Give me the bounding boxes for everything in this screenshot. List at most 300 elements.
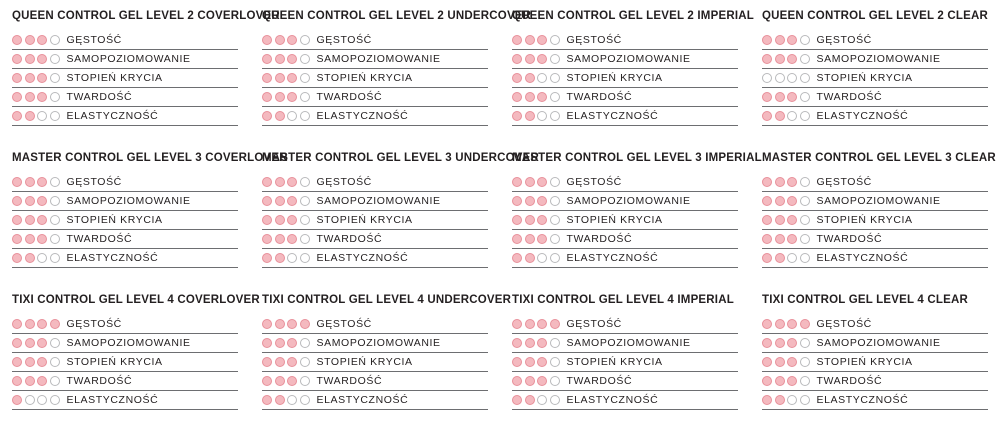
product-card — [0, 284, 260, 426]
rating-dots — [512, 92, 560, 102]
rating-dot-filled — [287, 319, 297, 329]
metric-row — [762, 31, 988, 50]
rating-dot-empty — [300, 111, 310, 121]
metric-list — [762, 315, 988, 410]
rating-dot-empty — [800, 196, 810, 206]
rating-dot-filled — [300, 319, 310, 329]
rating-dot-filled — [787, 338, 797, 348]
rating-dot-empty — [787, 395, 797, 405]
metric-row — [12, 249, 238, 268]
rating-dot-empty — [300, 338, 310, 348]
metric-row — [762, 192, 988, 211]
rating-dots — [12, 177, 60, 187]
product-card — [750, 284, 1000, 426]
rating-dot-filled — [262, 319, 272, 329]
rating-dots — [262, 215, 310, 225]
rating-dot-filled — [25, 338, 35, 348]
product-title: MASTER CONTROL GEL LEVEL 3 COVERLOVER — [12, 152, 288, 164]
rating-dot-filled — [775, 234, 785, 244]
metric-row — [512, 88, 738, 107]
rating-dot-filled — [275, 376, 285, 386]
rating-dots — [12, 35, 60, 45]
rating-dot-filled — [537, 35, 547, 45]
rating-dot-filled — [762, 92, 772, 102]
rating-dots — [512, 357, 560, 367]
rating-dots — [512, 35, 560, 45]
rating-dot-filled — [37, 234, 47, 244]
rating-dot-empty — [50, 253, 60, 263]
metric-label: GĘSTOŚĆ — [816, 318, 872, 330]
rating-dot-filled — [512, 395, 522, 405]
metric-row — [512, 230, 738, 249]
product-card — [500, 0, 754, 142]
rating-dot-filled — [775, 376, 785, 386]
rating-dot-empty — [300, 215, 310, 225]
rating-dot-empty — [800, 215, 810, 225]
rating-dot-filled — [775, 196, 785, 206]
rating-dot-filled — [37, 73, 47, 83]
rating-dot-filled — [25, 54, 35, 64]
rating-dot-empty — [800, 234, 810, 244]
metric-label: GĘSTOŚĆ — [316, 318, 372, 330]
rating-dot-filled — [12, 395, 22, 405]
metric-row — [12, 391, 238, 410]
rating-dots — [762, 73, 810, 83]
product-title: QUEEN CONTROL GEL LEVEL 2 COVERLOVER — [12, 10, 280, 22]
metric-row — [262, 315, 488, 334]
product-card — [250, 142, 540, 284]
rating-dot-filled — [12, 253, 22, 263]
rating-dots — [12, 376, 60, 386]
rating-dots — [262, 35, 310, 45]
product-card — [500, 284, 750, 426]
rating-dot-filled — [525, 338, 535, 348]
metric-label: STOPIEŃ KRYCIA — [816, 356, 913, 368]
rating-dot-filled — [262, 234, 272, 244]
rating-dot-filled — [537, 54, 547, 64]
rating-dot-empty — [50, 215, 60, 225]
rating-dot-filled — [512, 215, 522, 225]
rating-dot-filled — [37, 357, 47, 367]
rating-dots — [762, 177, 810, 187]
metric-row — [262, 391, 488, 410]
rating-dot-filled — [275, 357, 285, 367]
rating-dot-empty — [300, 196, 310, 206]
metric-label: ELASTYCZNOŚĆ — [566, 110, 659, 122]
rating-dot-filled — [262, 395, 272, 405]
metric-label: SAMOPOZIOMOWANIE — [316, 53, 441, 65]
rating-dot-filled — [262, 92, 272, 102]
rating-dot-filled — [12, 338, 22, 348]
metric-row — [262, 249, 488, 268]
rating-dot-filled — [262, 73, 272, 83]
rating-dots — [262, 92, 310, 102]
rating-dots — [12, 357, 60, 367]
metric-label: TWARDOŚĆ — [816, 91, 883, 103]
rating-dot-filled — [512, 92, 522, 102]
rating-dots — [762, 54, 810, 64]
rating-dots — [262, 376, 310, 386]
metric-label: STOPIEŃ KRYCIA — [566, 72, 663, 84]
rating-dot-empty — [550, 196, 560, 206]
rating-dot-filled — [787, 215, 797, 225]
rating-dot-filled — [12, 73, 22, 83]
metric-label: TWARDOŚĆ — [66, 375, 133, 387]
metric-label: STOPIEŃ KRYCIA — [816, 214, 913, 226]
metric-label: GĘSTOŚĆ — [316, 176, 372, 188]
rating-dot-filled — [275, 319, 285, 329]
rating-dot-empty — [550, 338, 560, 348]
metric-label: SAMOPOZIOMOWANIE — [66, 195, 191, 207]
rating-dot-filled — [787, 54, 797, 64]
rating-dot-filled — [537, 338, 547, 348]
rating-dot-filled — [775, 35, 785, 45]
metric-row — [262, 211, 488, 230]
rating-dot-filled — [775, 395, 785, 405]
rating-dot-empty — [787, 253, 797, 263]
metric-label: GĘSTOŚĆ — [66, 176, 122, 188]
rating-dots — [512, 395, 560, 405]
rating-dot-empty — [50, 54, 60, 64]
rating-dot-filled — [775, 338, 785, 348]
rating-dots — [262, 357, 310, 367]
rating-dot-empty — [300, 376, 310, 386]
product-title: TIXI CONTROL GEL LEVEL 4 COVERLOVER — [12, 294, 260, 306]
rating-dot-filled — [25, 111, 35, 121]
product-title: TIXI CONTROL GEL LEVEL 4 UNDERCOVER — [262, 294, 512, 306]
rating-dot-filled — [537, 177, 547, 187]
metric-row — [512, 391, 738, 410]
rating-dot-filled — [275, 111, 285, 121]
metric-label: STOPIEŃ KRYCIA — [566, 214, 663, 226]
product-card — [0, 0, 280, 142]
rating-dot-filled — [787, 177, 797, 187]
rating-dots — [512, 73, 560, 83]
metric-row — [512, 192, 738, 211]
rating-dots — [762, 234, 810, 244]
rating-dots — [12, 215, 60, 225]
rating-dot-empty — [287, 111, 297, 121]
rating-dot-filled — [25, 253, 35, 263]
rating-dot-filled — [25, 196, 35, 206]
rating-dot-filled — [762, 319, 772, 329]
rating-dot-filled — [762, 177, 772, 187]
metric-row — [262, 50, 488, 69]
rating-dot-empty — [50, 177, 60, 187]
rating-dots — [512, 319, 560, 329]
rating-dot-filled — [262, 357, 272, 367]
rating-dot-filled — [775, 319, 785, 329]
rating-dots — [762, 319, 810, 329]
rating-dot-filled — [37, 338, 47, 348]
metric-label: ELASTYCZNOŚĆ — [566, 252, 659, 264]
rating-dot-empty — [550, 73, 560, 83]
rating-dot-empty — [800, 253, 810, 263]
metric-row — [762, 249, 988, 268]
metric-label: STOPIEŃ KRYCIA — [316, 356, 413, 368]
rating-dot-filled — [25, 92, 35, 102]
product-title: QUEEN CONTROL GEL LEVEL 2 CLEAR — [762, 10, 989, 22]
rating-dots — [762, 111, 810, 121]
rating-dot-filled — [525, 376, 535, 386]
rating-dot-filled — [50, 319, 60, 329]
rating-dot-filled — [287, 234, 297, 244]
rating-dot-filled — [762, 253, 772, 263]
rating-dots — [12, 338, 60, 348]
metric-label: TWARDOŚĆ — [316, 91, 383, 103]
rating-dots — [12, 92, 60, 102]
metric-label: SAMOPOZIOMOWANIE — [566, 195, 691, 207]
metric-label: TWARDOŚĆ — [566, 91, 633, 103]
rating-dot-filled — [537, 196, 547, 206]
rating-dot-filled — [762, 35, 772, 45]
rating-dot-filled — [262, 196, 272, 206]
rating-dot-empty — [537, 253, 547, 263]
metric-label: TWARDOŚĆ — [816, 233, 883, 245]
rating-dot-filled — [12, 196, 22, 206]
product-card — [0, 142, 288, 284]
metric-list — [762, 173, 988, 268]
rating-dot-filled — [762, 196, 772, 206]
metric-label: TWARDOŚĆ — [566, 233, 633, 245]
metric-row — [262, 230, 488, 249]
rating-dot-empty — [550, 35, 560, 45]
rating-dots — [262, 253, 310, 263]
rating-dot-filled — [12, 234, 22, 244]
rating-dot-filled — [787, 92, 797, 102]
metric-list — [512, 315, 738, 410]
rating-dot-empty — [37, 395, 47, 405]
metric-row — [512, 353, 738, 372]
rating-dot-filled — [262, 54, 272, 64]
rating-dot-filled — [775, 253, 785, 263]
metric-row — [762, 372, 988, 391]
metric-label: TWARDOŚĆ — [66, 91, 133, 103]
rating-dot-filled — [762, 234, 772, 244]
metric-label: TWARDOŚĆ — [66, 233, 133, 245]
metric-row — [762, 69, 988, 88]
rating-dot-empty — [800, 177, 810, 187]
rating-dots — [12, 111, 60, 121]
rating-dot-empty — [50, 395, 60, 405]
rating-dots — [512, 253, 560, 263]
metric-row — [12, 50, 238, 69]
metric-label: GĘSTOŚĆ — [566, 318, 622, 330]
rating-dot-filled — [512, 111, 522, 121]
rating-dots — [512, 376, 560, 386]
rating-dot-filled — [287, 196, 297, 206]
rating-dots — [12, 234, 60, 244]
rating-dot-filled — [800, 319, 810, 329]
metric-label: TWARDOŚĆ — [316, 233, 383, 245]
metric-label: GĘSTOŚĆ — [316, 34, 372, 46]
rating-dot-filled — [525, 234, 535, 244]
metric-row — [262, 88, 488, 107]
metric-row — [762, 211, 988, 230]
rating-dot-filled — [287, 338, 297, 348]
rating-dot-filled — [262, 215, 272, 225]
rating-dot-filled — [37, 92, 47, 102]
rating-dot-filled — [775, 177, 785, 187]
rating-dots — [12, 196, 60, 206]
rating-dot-empty — [50, 111, 60, 121]
metric-label: ELASTYCZNOŚĆ — [66, 252, 159, 264]
metric-label: SAMOPOZIOMOWANIE — [66, 337, 191, 349]
rating-dot-filled — [287, 92, 297, 102]
rating-dot-filled — [762, 338, 772, 348]
rating-dot-filled — [275, 54, 285, 64]
metric-row — [12, 69, 238, 88]
rating-dot-filled — [775, 111, 785, 121]
metric-row — [262, 69, 488, 88]
rating-dot-empty — [787, 73, 797, 83]
metric-row — [12, 211, 238, 230]
rating-dot-empty — [550, 177, 560, 187]
rating-dots — [512, 54, 560, 64]
metric-list — [12, 315, 238, 410]
metric-label: SAMOPOZIOMOWANIE — [816, 337, 941, 349]
product-card — [500, 142, 762, 284]
metric-row — [512, 69, 738, 88]
metric-row — [512, 315, 738, 334]
rating-dots — [262, 395, 310, 405]
rating-dot-filled — [275, 338, 285, 348]
rating-dot-filled — [37, 215, 47, 225]
rating-dot-filled — [12, 92, 22, 102]
metric-list — [512, 173, 738, 268]
rating-dots — [512, 196, 560, 206]
rating-dot-empty — [50, 357, 60, 367]
rating-dot-empty — [300, 234, 310, 244]
metric-label: ELASTYCZNOŚĆ — [816, 394, 909, 406]
rating-dots — [762, 196, 810, 206]
rating-dot-filled — [262, 111, 272, 121]
metric-row — [762, 88, 988, 107]
rating-dot-filled — [512, 54, 522, 64]
rating-dot-filled — [787, 376, 797, 386]
rating-dot-filled — [12, 177, 22, 187]
rating-dot-filled — [775, 92, 785, 102]
rating-dot-empty — [300, 395, 310, 405]
rating-dot-filled — [525, 177, 535, 187]
rating-dot-filled — [262, 35, 272, 45]
metric-row — [12, 315, 238, 334]
rating-dots — [12, 253, 60, 263]
metric-row — [512, 50, 738, 69]
rating-dot-filled — [275, 234, 285, 244]
metric-label: STOPIEŃ KRYCIA — [66, 72, 163, 84]
rating-dot-empty — [775, 73, 785, 83]
rating-dot-filled — [512, 319, 522, 329]
rating-dot-empty — [50, 338, 60, 348]
metric-label: STOPIEŃ KRYCIA — [316, 72, 413, 84]
metric-row — [12, 334, 238, 353]
metric-label: ELASTYCZNOŚĆ — [66, 394, 159, 406]
metric-row — [12, 353, 238, 372]
metric-label: GĘSTOŚĆ — [566, 34, 622, 46]
rating-dots — [762, 215, 810, 225]
rating-dot-filled — [537, 234, 547, 244]
rating-dot-empty — [300, 92, 310, 102]
rating-dot-empty — [300, 54, 310, 64]
metric-row — [762, 50, 988, 69]
rating-dot-filled — [537, 92, 547, 102]
metric-label: STOPIEŃ KRYCIA — [316, 214, 413, 226]
metric-row — [512, 249, 738, 268]
rating-dot-filled — [287, 35, 297, 45]
rating-dots — [512, 234, 560, 244]
rating-dot-filled — [512, 357, 522, 367]
rating-dot-empty — [50, 196, 60, 206]
rating-dot-empty — [537, 73, 547, 83]
rating-dot-filled — [12, 54, 22, 64]
metric-row — [262, 31, 488, 50]
metric-row — [262, 372, 488, 391]
rating-dots — [512, 177, 560, 187]
rating-dot-filled — [37, 319, 47, 329]
rating-dot-filled — [25, 215, 35, 225]
rating-dot-filled — [275, 92, 285, 102]
metric-row — [762, 353, 988, 372]
product-title: MASTER CONTROL GEL LEVEL 3 IMPERIAL — [512, 152, 762, 164]
rating-dot-filled — [12, 215, 22, 225]
metric-list — [262, 173, 488, 268]
rating-dots — [262, 73, 310, 83]
rating-dot-empty — [800, 35, 810, 45]
metric-list — [12, 31, 238, 126]
rating-dot-filled — [275, 215, 285, 225]
metric-row — [12, 192, 238, 211]
rating-dot-empty — [550, 253, 560, 263]
rating-dot-filled — [275, 196, 285, 206]
rating-dot-filled — [287, 73, 297, 83]
rating-dot-empty — [800, 54, 810, 64]
rating-dot-filled — [537, 357, 547, 367]
rating-dots — [262, 177, 310, 187]
rating-dot-empty — [300, 253, 310, 263]
product-card — [750, 0, 1000, 142]
rating-dot-empty — [25, 395, 35, 405]
rating-dot-filled — [12, 111, 22, 121]
rating-dots — [512, 215, 560, 225]
product-title: MASTER CONTROL GEL LEVEL 3 UNDERCOVER — [262, 152, 540, 164]
rating-dots — [262, 54, 310, 64]
rating-dot-empty — [800, 338, 810, 348]
rating-dots — [262, 196, 310, 206]
rating-dot-empty — [287, 395, 297, 405]
rating-dot-filled — [37, 177, 47, 187]
rating-dot-empty — [50, 73, 60, 83]
rating-dot-empty — [300, 177, 310, 187]
rating-dot-filled — [525, 253, 535, 263]
product-title: QUEEN CONTROL GEL LEVEL 2 IMPERIAL — [512, 10, 754, 22]
rating-dot-filled — [762, 215, 772, 225]
rating-dot-filled — [537, 319, 547, 329]
metric-row — [762, 230, 988, 249]
metric-label: SAMOPOZIOMOWANIE — [816, 195, 941, 207]
rating-dot-filled — [25, 376, 35, 386]
rating-dot-filled — [12, 35, 22, 45]
metric-row — [762, 107, 988, 126]
rating-dot-filled — [775, 357, 785, 367]
product-card — [250, 0, 532, 142]
metric-label: ELASTYCZNOŚĆ — [566, 394, 659, 406]
metric-label: STOPIEŃ KRYCIA — [816, 72, 913, 84]
product-title: TIXI CONTROL GEL LEVEL 4 IMPERIAL — [512, 294, 734, 306]
rating-dot-empty — [550, 357, 560, 367]
metric-label: SAMOPOZIOMOWANIE — [316, 195, 441, 207]
rating-dot-filled — [25, 73, 35, 83]
